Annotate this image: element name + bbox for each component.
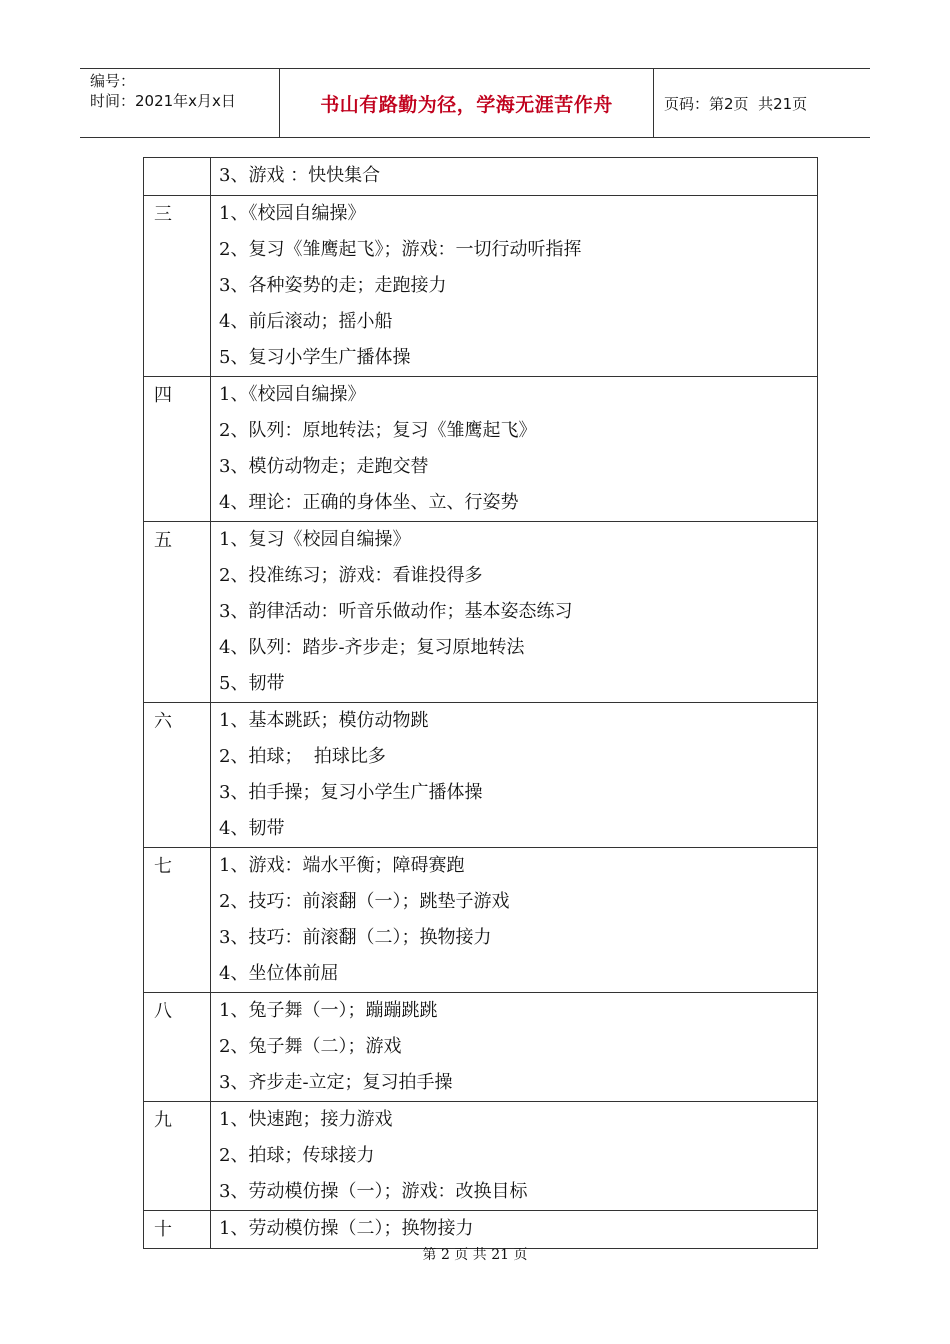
activities-cell — [211, 1102, 818, 1211]
activity-item: 1、《校园自编操》 — [219, 203, 366, 224]
activity-item: 1、基本跳跃；模仿动物跳 — [219, 710, 429, 731]
week-row — [144, 196, 818, 377]
week-label: 六 — [154, 711, 172, 732]
activity-item: 3、拍手操；复习小学生广播体操 — [219, 782, 483, 803]
activity-item: 3、劳动模仿操（一）；游戏：改换目标 — [219, 1181, 528, 1202]
week-row — [144, 993, 818, 1102]
activity-item: 3、模仿动物走；走跑交替 — [219, 456, 429, 477]
activity-item: 4、韧带 — [219, 818, 285, 839]
activity-item: 3、各种姿势的走；走跑接力 — [219, 275, 447, 296]
week-cell — [144, 377, 211, 522]
week-cell — [144, 703, 211, 848]
activity-item: 3、游戏 ：快快集合 — [219, 165, 381, 186]
week-label: 五 — [154, 530, 172, 551]
activity-item: 5、复习小学生广播体操 — [219, 347, 411, 368]
activities-cell — [211, 993, 818, 1102]
week-row — [144, 522, 818, 703]
activities-cell — [211, 703, 818, 848]
activities-cell — [211, 522, 818, 703]
week-label: 八 — [154, 1001, 172, 1022]
activity-item: 3、韵律活动：听音乐做动作；基本姿态练习 — [219, 601, 573, 622]
week-cell — [144, 196, 211, 377]
activity-item: 2、队列：原地转法；复习《雏鹰起飞》 — [219, 420, 537, 441]
activity-item: 1、复习《校园自编操》 — [219, 529, 411, 550]
week-row — [144, 703, 818, 848]
week-label: 七 — [154, 856, 172, 877]
week-label: 四 — [154, 385, 172, 406]
activity-item: 2、拍球；传球接力 — [219, 1145, 375, 1166]
code-label: 编号： — [90, 72, 136, 90]
header-page-info: 页码：第2页 共21页 — [664, 94, 808, 113]
week-label — [144, 158, 210, 195]
week-label: 十 — [154, 1219, 172, 1240]
activity-item: 4、理论：正确的身体坐、立、行姿势 — [219, 492, 519, 513]
activity-item: 4、前后滚动；摇小船 — [219, 311, 393, 332]
week-row — [144, 377, 818, 522]
week-cell — [144, 522, 211, 703]
lesson-plan-table — [143, 157, 818, 1249]
activity-item: 3、技巧：前滚翻（二）；换物接力 — [219, 927, 492, 948]
header-motto: 书山有路勤为径，学海无涯苦作舟 — [280, 69, 654, 137]
activity-item: 2、投准练习；游戏：看谁投得多 — [219, 565, 483, 586]
activities-cell — [211, 848, 818, 993]
activity-item: 1、游戏：端水平衡；障碍赛跑 — [219, 855, 465, 876]
activity-item: 1、《校园自编操》 — [219, 384, 366, 405]
activity-item: 2、技巧：前滚翻（一）；跳垫子游戏 — [219, 891, 510, 912]
week-cell — [144, 1102, 211, 1211]
week-row — [144, 1102, 818, 1211]
week-row — [144, 1211, 818, 1249]
time-label: 时间：2021年x月x日 — [90, 92, 236, 110]
activity-item: 1、快速跑；接力游戏 — [219, 1109, 393, 1130]
activities-cell — [211, 377, 818, 522]
activity-item: 3、齐步走-立定；复习拍手操 — [219, 1072, 453, 1093]
activities-cell — [211, 1211, 818, 1249]
week-label: 九 — [154, 1110, 172, 1131]
activity-item: 1、兔子舞（一）；蹦蹦跳跳 — [219, 1000, 438, 1021]
week-row — [144, 158, 818, 196]
page-footer: 第 2 页 共 21 页 — [422, 1247, 528, 1263]
activity-item: 1、劳动模仿操（二）；换物接力 — [219, 1218, 474, 1239]
week-label: 三 — [154, 204, 172, 225]
week-row — [144, 848, 818, 993]
activity-item: 4、坐位体前屈 — [219, 963, 339, 984]
page-header — [80, 68, 870, 138]
activities-cell — [211, 196, 818, 377]
activities-cell — [211, 158, 818, 196]
header-meta — [80, 69, 280, 137]
activity-item: 2、复习《雏鹰起飞》；游戏：一切行动听指挥 — [219, 239, 582, 260]
activity-item: 5、韧带 — [219, 673, 285, 694]
activity-item: 2、兔子舞（二）；游戏 — [219, 1036, 402, 1057]
week-cell — [144, 158, 211, 196]
week-cell — [144, 993, 211, 1102]
week-cell — [144, 848, 211, 993]
week-cell — [144, 1211, 211, 1249]
activity-item: 2、拍球； 拍球比多 — [219, 746, 386, 767]
activity-item: 4、队列：踏步-齐步走；复习原地转法 — [219, 637, 525, 658]
